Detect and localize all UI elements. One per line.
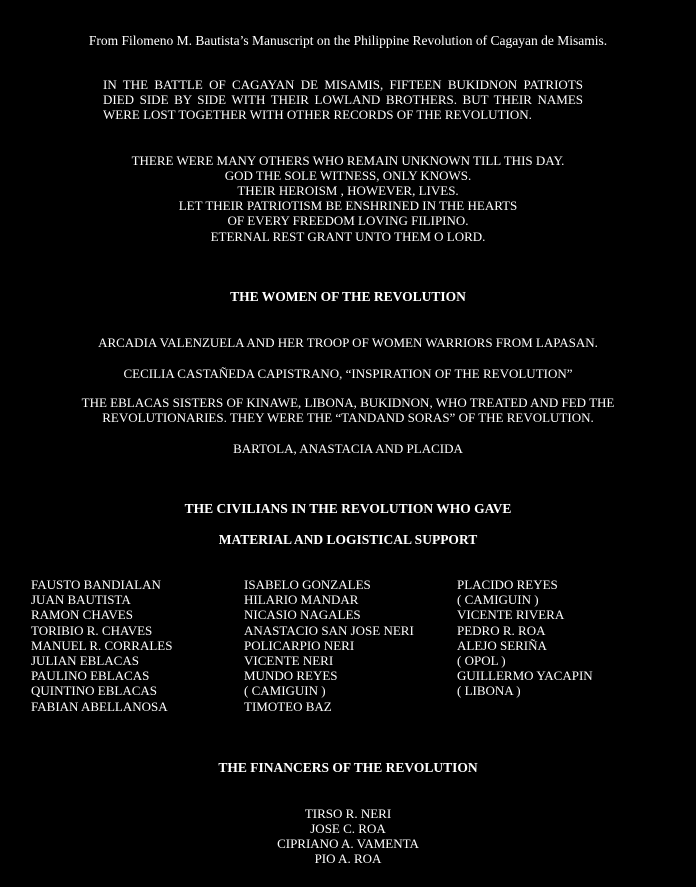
tribute-line: ETERNAL REST GRANT UNTO THEM O LORD. [210, 229, 486, 244]
civilian-name: JUAN BAUTISTA [31, 592, 131, 608]
women-entry: THE EBLACAS SISTERS OF KINAWE, LIBONA, BUKIDNON, WHO TREATED AND FED THE [81, 395, 615, 410]
civilian-name: JULIAN EBLACAS [31, 652, 139, 668]
tribute-line: OF EVERY FREEDOM LOVING FILIPINO. [227, 213, 469, 228]
civilian-name: VICENTE NERI [244, 652, 334, 668]
civilian-name: ISABELO GONZALES [244, 577, 371, 592]
civilian-name: GUILLERMO YACAPIN [457, 668, 593, 684]
civilian-name: MANUEL R. CORRALES [31, 637, 173, 653]
tribute-line: THEIR HEROISM , HOWEVER, LIVES. [237, 183, 459, 198]
civilian-name: TIMOTEO BAZ [244, 698, 332, 714]
civilian-name: HILARIO MANDAR [244, 592, 359, 608]
women-entry: CECILIA CASTAÑEDA CAPISTRANO, “INSPIRATION OF THE REVOLUTION” [123, 366, 573, 381]
civilians-column-3 [457, 577, 593, 699]
civilian-name: VICENTE RIVERA [457, 607, 565, 623]
civilian-place: ( CAMIGUIN ) [457, 592, 539, 608]
civilians-column-1 [31, 577, 172, 714]
women-entry: REVOLUTIONARIES. THEY WERE THE “TANDAND SORAS” OF THE REVOLUTION. [102, 410, 594, 425]
financer-name: CIPRIANO A. VAMENTA [277, 836, 419, 851]
civilian-name: NICASIO NAGALES [244, 607, 361, 623]
financer-name: PIO A. ROA [314, 851, 382, 866]
civilian-name: TORIBIO R. CHAVES [31, 622, 153, 638]
civilian-name: PEDRO R. ROA [457, 622, 546, 638]
civilian-name: RAMON CHAVES [31, 607, 133, 623]
financer-name: JOSE C. ROA [310, 821, 386, 836]
civilian-name: QUINTINO EBLACAS [31, 683, 158, 699]
civilian-place: ( LIBONA ) [457, 683, 521, 699]
financers-heading: THE FINANCERS OF THE REVOLUTION [218, 760, 478, 775]
source-citation: From Filomeno M. Bautista’s Manuscript on the Philippine Revolution of Cagayan de Misamis. [88, 33, 608, 48]
civilian-name: PLACIDO REYES [457, 577, 558, 592]
civilian-name: PAULINO EBLACAS [31, 668, 150, 684]
tribute-line: LET THEIR PATRIOTISM BE ENSHRINED IN THE HEARTS [178, 198, 518, 213]
civilian-place: ( CAMIGUIN ) [244, 683, 326, 699]
civilian-name: POLICARPIO NERI [244, 637, 355, 653]
women-entry: ARCADIA VALENZUELA AND HER TROOP OF WOMEN WARRIORS FROM LAPASAN. [98, 335, 598, 350]
civilian-name: MUNDO REYES [244, 668, 338, 684]
women-section-heading: THE WOMEN OF THE REVOLUTION [230, 289, 466, 304]
civilian-name: ALEJO SERIÑA [457, 637, 547, 653]
civilian-name: FABIAN ABELLANOSA [31, 698, 168, 714]
civilian-place: ( OPOL ) [457, 652, 506, 668]
financer-name: TIRSO R. NERI [304, 806, 392, 821]
civilians-heading-line1: THE CIVILIANS IN THE REVOLUTION WHO GAVE [184, 501, 512, 516]
civilians-column-2 [244, 577, 414, 714]
civilian-name: ANASTACIO SAN JOSE NERI [244, 622, 414, 638]
civilian-name: FAUSTO BANDIALAN [31, 577, 161, 592]
tribute-line: GOD THE SOLE WITNESS, ONLY KNOWS. [224, 168, 472, 183]
intro-paragraph: IN THE BATTLE OF CAGAYAN DE MISAMIS, FIFTEEN BUKIDNON PATRIOTS DIED SIDE BY SIDE WITH THEIR LOWLAND BROTHERS. BUT THEIR NAMES WERE LOST TOGETHER WITH OTHER RECORDS OF THE REVOLUTION. [103, 77, 583, 122]
women-entry: BARTOLA, ANASTACIA AND PLACIDA [233, 441, 463, 456]
civilians-heading-line2: MATERIAL AND LOGISTICAL SUPPORT [218, 532, 478, 547]
tribute-line: THERE WERE MANY OTHERS WHO REMAIN UNKNOWN TILL THIS DAY. [131, 153, 565, 168]
